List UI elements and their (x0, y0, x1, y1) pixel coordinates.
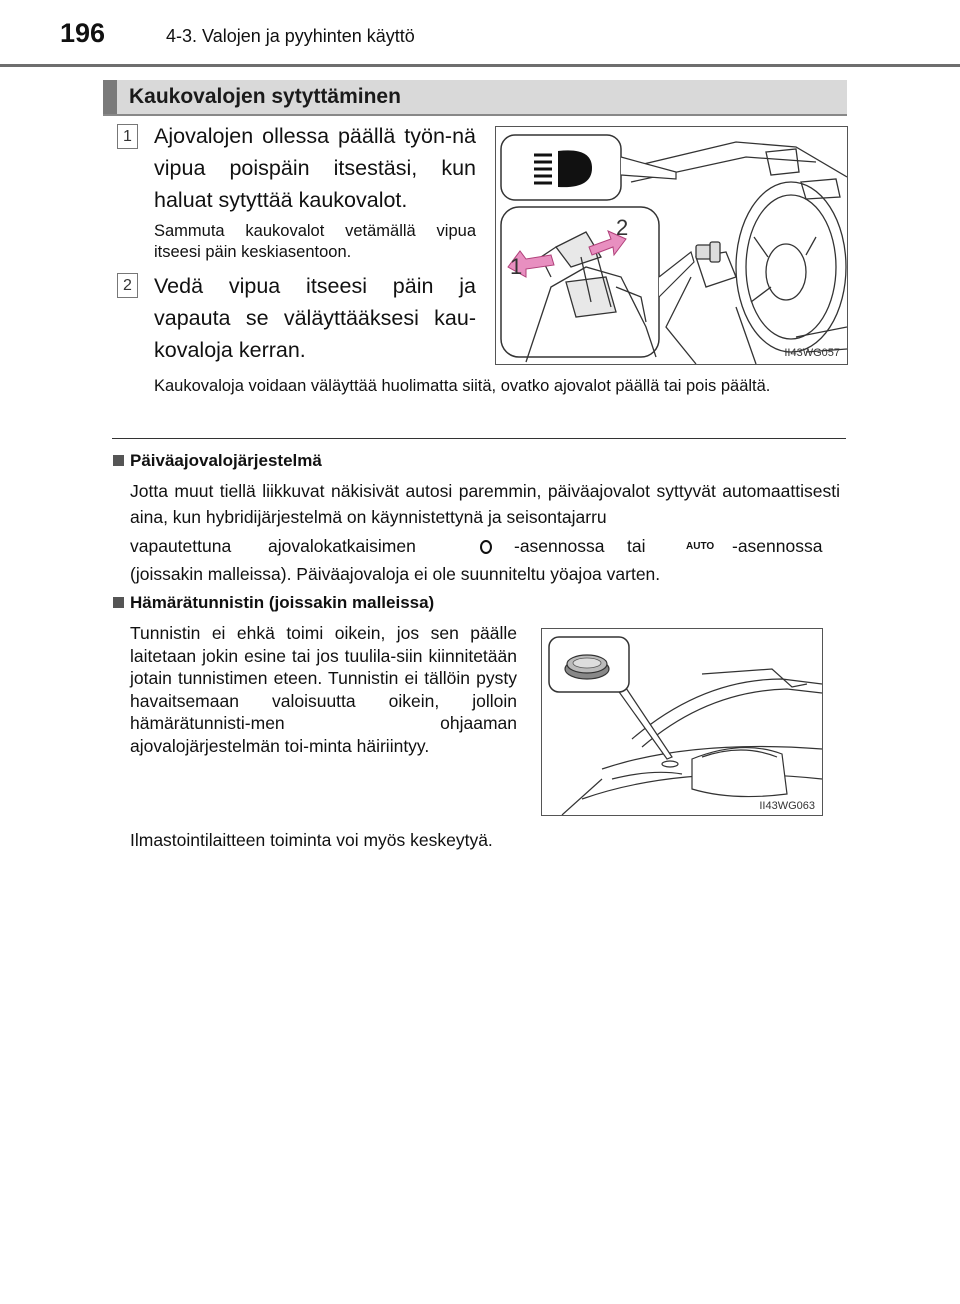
drl-heading-text: Päiväajovalojärjestelmä (130, 451, 322, 470)
sensor-heading-text: Hämärätunnistin (joissakin malleissa) (130, 593, 435, 612)
step-1-text: Ajovalojen ollessa päällä työn-nä vipua poispäin itsestäsi, kun haluat sytyttää kaukovalot. (154, 124, 476, 212)
header-rule (0, 64, 960, 67)
figure-2-code: II43WG063 (759, 800, 815, 812)
step-2-text: Vedä vipua itseesi päin ja vapauta se väläyttääksesi kau-kovaloja kerran. (154, 274, 476, 362)
headlight-off-symbol (479, 539, 493, 560)
drl-word-vapautettuna: vapautettuna (130, 536, 232, 556)
step-1-number: 1 (117, 124, 138, 149)
sensor-drawing (542, 629, 822, 815)
section-header: 4-3. Valojen ja pyyhinten käyttö (166, 26, 415, 46)
step-2-number: 2 (117, 273, 138, 298)
section-divider (112, 438, 846, 439)
sensor-text: Tunnistin ei ehkä toimi oikein, jos sen päälle laitetaan jokin esine tai jos tuulila-siin kiinnitetään jotain tunnistimen eteen. Tunnistin ei tällöin pysty havaitsemaan valoisuutta oikein, jolloin hämärätunnisti-men ohjaaman ajovalojärjestelmän toi-minta häiriintyy. (130, 623, 517, 756)
callout-1: 1 (510, 254, 523, 279)
drl-word-asennossa-1: -asennossa (514, 536, 605, 556)
light-sensor-illustration (541, 628, 823, 816)
drl-text-end: (joissakin malleissa). Päiväajovaloja ei ole suunniteltu yöajoa varten. (130, 564, 661, 584)
title-accent (103, 80, 117, 114)
drl-word-asennossa-2: -asennossa (732, 536, 823, 556)
high-beam-lever-illustration (495, 126, 848, 365)
page-number: 196 (60, 18, 106, 48)
drl-word-ajovalokatkaisimen: ajovalokatkaisimen (268, 536, 416, 556)
flash-note: Kaukovaloja voidaan väläyttää huolimatta siitä, ovatko ajovalot päällä tai pois päältä. (154, 377, 771, 395)
step-1-subtext: Sammuta kaukovalot vetämällä vipua itseesi päin keskiasentoon. (154, 222, 476, 261)
lever-drawing (496, 127, 847, 364)
figure-1-code: II43WG057 (784, 347, 840, 359)
sensor-after-text: Ilmastointilaitteen toiminta voi myös keskeytyä. (130, 830, 493, 850)
section-title: Kaukovalojen sytyttäminen (129, 85, 401, 108)
drl-text: Jotta muut tiellä liikkuvat näkisivät autosi paremmin, päiväajovalot syttyvät automaattisesti aina, kun hybridijärjestelmä on käynnistettynä ja seisontajarru (130, 481, 840, 527)
drl-word-tai: tai (627, 536, 646, 556)
bullet-square (113, 455, 124, 466)
sensor-heading (113, 593, 434, 613)
section-title-bar (103, 80, 847, 116)
drl-heading (113, 451, 322, 471)
bullet-square (113, 597, 124, 608)
auto-symbol: AUTO (686, 541, 715, 552)
callout-2: 2 (616, 215, 629, 240)
